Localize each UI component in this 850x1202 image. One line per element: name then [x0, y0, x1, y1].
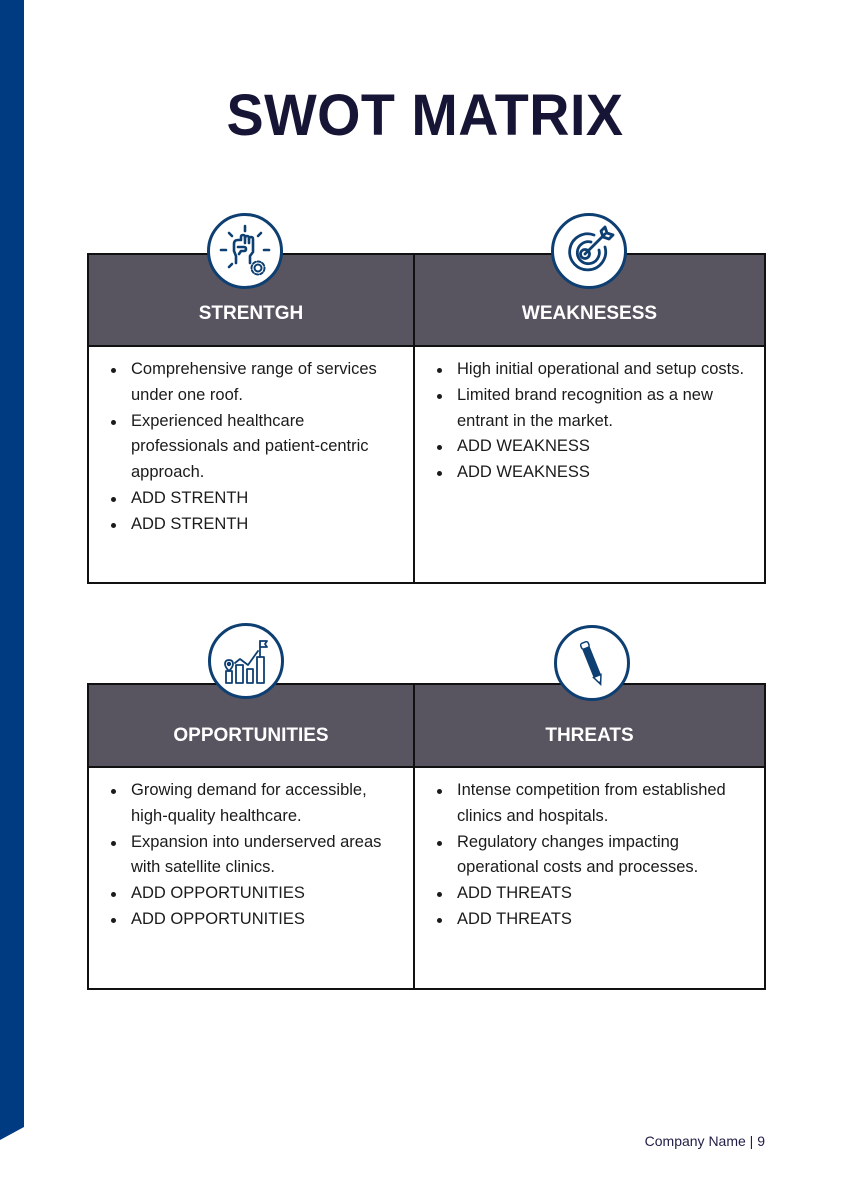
weakness-cell[interactable] — [415, 347, 764, 582]
growth-chart-icon — [208, 623, 284, 699]
threats-cell[interactable] — [415, 768, 764, 988]
swot-bottom-row — [87, 683, 766, 990]
strength-list — [89, 347, 413, 538]
target-arrow-icon — [551, 213, 627, 289]
page-footer: Company Name | 9 — [644, 1133, 765, 1149]
list-item[interactable]: Intense competition from established clinics and hospitals. — [457, 778, 764, 830]
list-item[interactable]: Limited brand recognition as a new entrant in the market. — [457, 383, 764, 435]
list-item[interactable]: ADD STRENTH — [131, 512, 413, 538]
weakness-label: WEAKNESESS — [521, 303, 658, 324]
top-body-row — [89, 347, 764, 582]
list-item[interactable]: Growing demand for accessible, high-quality healthcare. — [131, 778, 413, 830]
list-item[interactable]: ADD OPPORTUNITIES — [131, 907, 413, 933]
swot-top-row — [87, 253, 766, 584]
bottom-header-row — [89, 685, 764, 768]
top-header-row — [89, 255, 764, 347]
page-title: SWOT MATRIX — [226, 83, 624, 148]
weakness-list — [415, 347, 764, 486]
fist-gear-icon — [207, 213, 283, 289]
threats-label: THREATS — [545, 725, 634, 746]
opportunities-label: OPPORTUNITIES — [173, 725, 329, 746]
list-item[interactable]: High initial operational and setup costs. — [457, 357, 764, 383]
opportunities-cell[interactable] — [89, 768, 415, 988]
opportunities-list — [89, 768, 413, 933]
strength-cell[interactable] — [89, 347, 415, 582]
bottom-body-row — [89, 768, 764, 988]
list-item[interactable]: ADD WEAKNESS — [457, 460, 764, 486]
side-accent-bar — [0, 0, 24, 1140]
pencil-icon — [554, 625, 630, 701]
list-item[interactable]: Experienced healthcare professionals and patient-centric approach. — [131, 409, 413, 486]
strength-label: STRENTGH — [198, 303, 304, 324]
list-item[interactable]: Regulatory changes impacting operational costs and processes. — [457, 830, 764, 882]
list-item[interactable]: Comprehensive range of services under one roof. — [131, 357, 413, 409]
list-item[interactable]: ADD THREATS — [457, 881, 764, 907]
threats-list — [415, 768, 764, 933]
list-item[interactable]: ADD STRENTH — [131, 486, 413, 512]
list-item[interactable]: ADD THREATS — [457, 907, 764, 933]
list-item[interactable]: Expansion into underserved areas with satellite clinics. — [131, 830, 413, 882]
list-item[interactable]: ADD WEAKNESS — [457, 434, 764, 460]
list-item[interactable]: ADD OPPORTUNITIES — [131, 881, 413, 907]
